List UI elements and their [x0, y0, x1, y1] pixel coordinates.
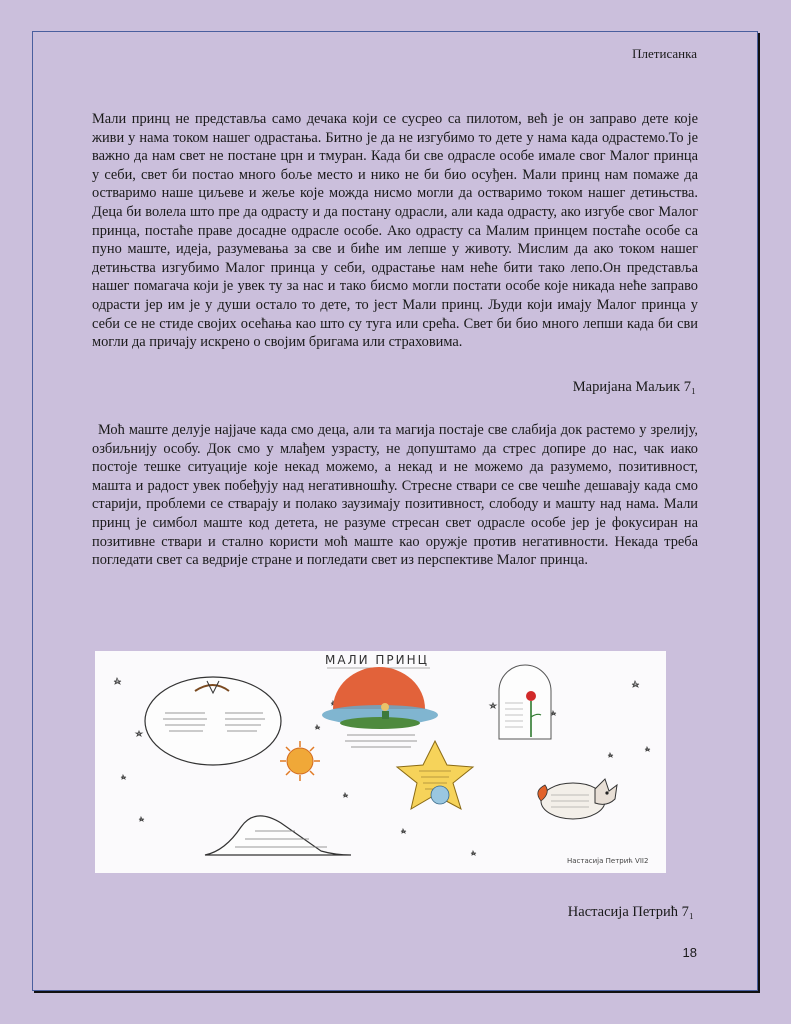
sunset-prince-drawing: [322, 667, 438, 747]
drawing-signature: Настасија Петрић VII2: [567, 857, 649, 865]
hat-drawing: [205, 816, 351, 855]
student-drawing: [95, 651, 666, 873]
running-header: Плетисанка: [632, 46, 697, 61]
essay-2-author: Настасија Петрић 7₁: [567, 904, 694, 920]
sun-drawing: [280, 741, 320, 781]
fox-drawing: [538, 779, 617, 819]
rose-under-glass-drawing: [499, 665, 551, 739]
essay-1-text: Мали принц не представља само дечака који се сусрео са пилотом, већ је он заправо дете које живи у нама током нашег одрастања. Битно је да не изгубимо то дете у нама када одрастемо.То је важно да нам свет не постане црн и тмуран. Када би све одрасле особе имале свог Малог принца у себи, свет би постао много боље место и нико не би био осуђен. Мали принц нам помаже да остваримо наше циљеве и жеље које можда нисмо могли да остваримо током нашег детињства. Деца би волела што пре да одрасту и да постану одрасли, али када одрасту, ако изгубе свог Малог принца, постаће праве досадне одрасле особе. Ако одрасту са Малим принцем постаће особе са пуно маште, идеја, разумевања за све и биће им лепше у животу. Мислим да ако током нашег детињства изгубимо Малог принца у себи, одрастање нам неће бити тако лепо.Он представља нашег помагача који је увек ту за нас и тако бисмо могли постати особе које никада неће заправо одрасти јер им је у души остало то дете, то јест Мали принц. Људи који имају Малог принца у себи се не стиде својих осећања као што су туга или срећа. Свет би био много лепши када би сви могли да причају искрено о својим бригама или страховима.: [92, 111, 698, 351]
star-drawing: [397, 741, 473, 809]
essay-2-text: Моћ маште делује најјаче када смо деца, али та магија постаје све слабија док растемо у зрелију, озбиљнију особу. Док смо у млађем узрасту, не допуштамо да стрес допире до нас, чак иако постоје тешке ситуације које некад можемо, а некад и не можемо да разумемо, позитивност, машта и радост увек побеђују над негативношћу. Стресне ствари се све чешће дешавају када смо старији, проблеми се стварају и полако заузимају позитивност, слободу и машту над нама. Мали принц је симбол маште код детета, не разуме стресан свет одрасле особе јер је фокусиран на позитивне ствари и стално користи моћ маште као оружје против негативности. Некада треба погледати свет са ведрије стране и погледати свет из перспективе Малог принца.: [92, 422, 698, 569]
drawing-title: МАЛИ ПРИНЦ: [325, 653, 429, 667]
page-number: 18: [682, 945, 697, 960]
essay-1-author: Маријана Маљик 7₁: [572, 379, 696, 395]
asteroid-drawing: [145, 677, 281, 765]
